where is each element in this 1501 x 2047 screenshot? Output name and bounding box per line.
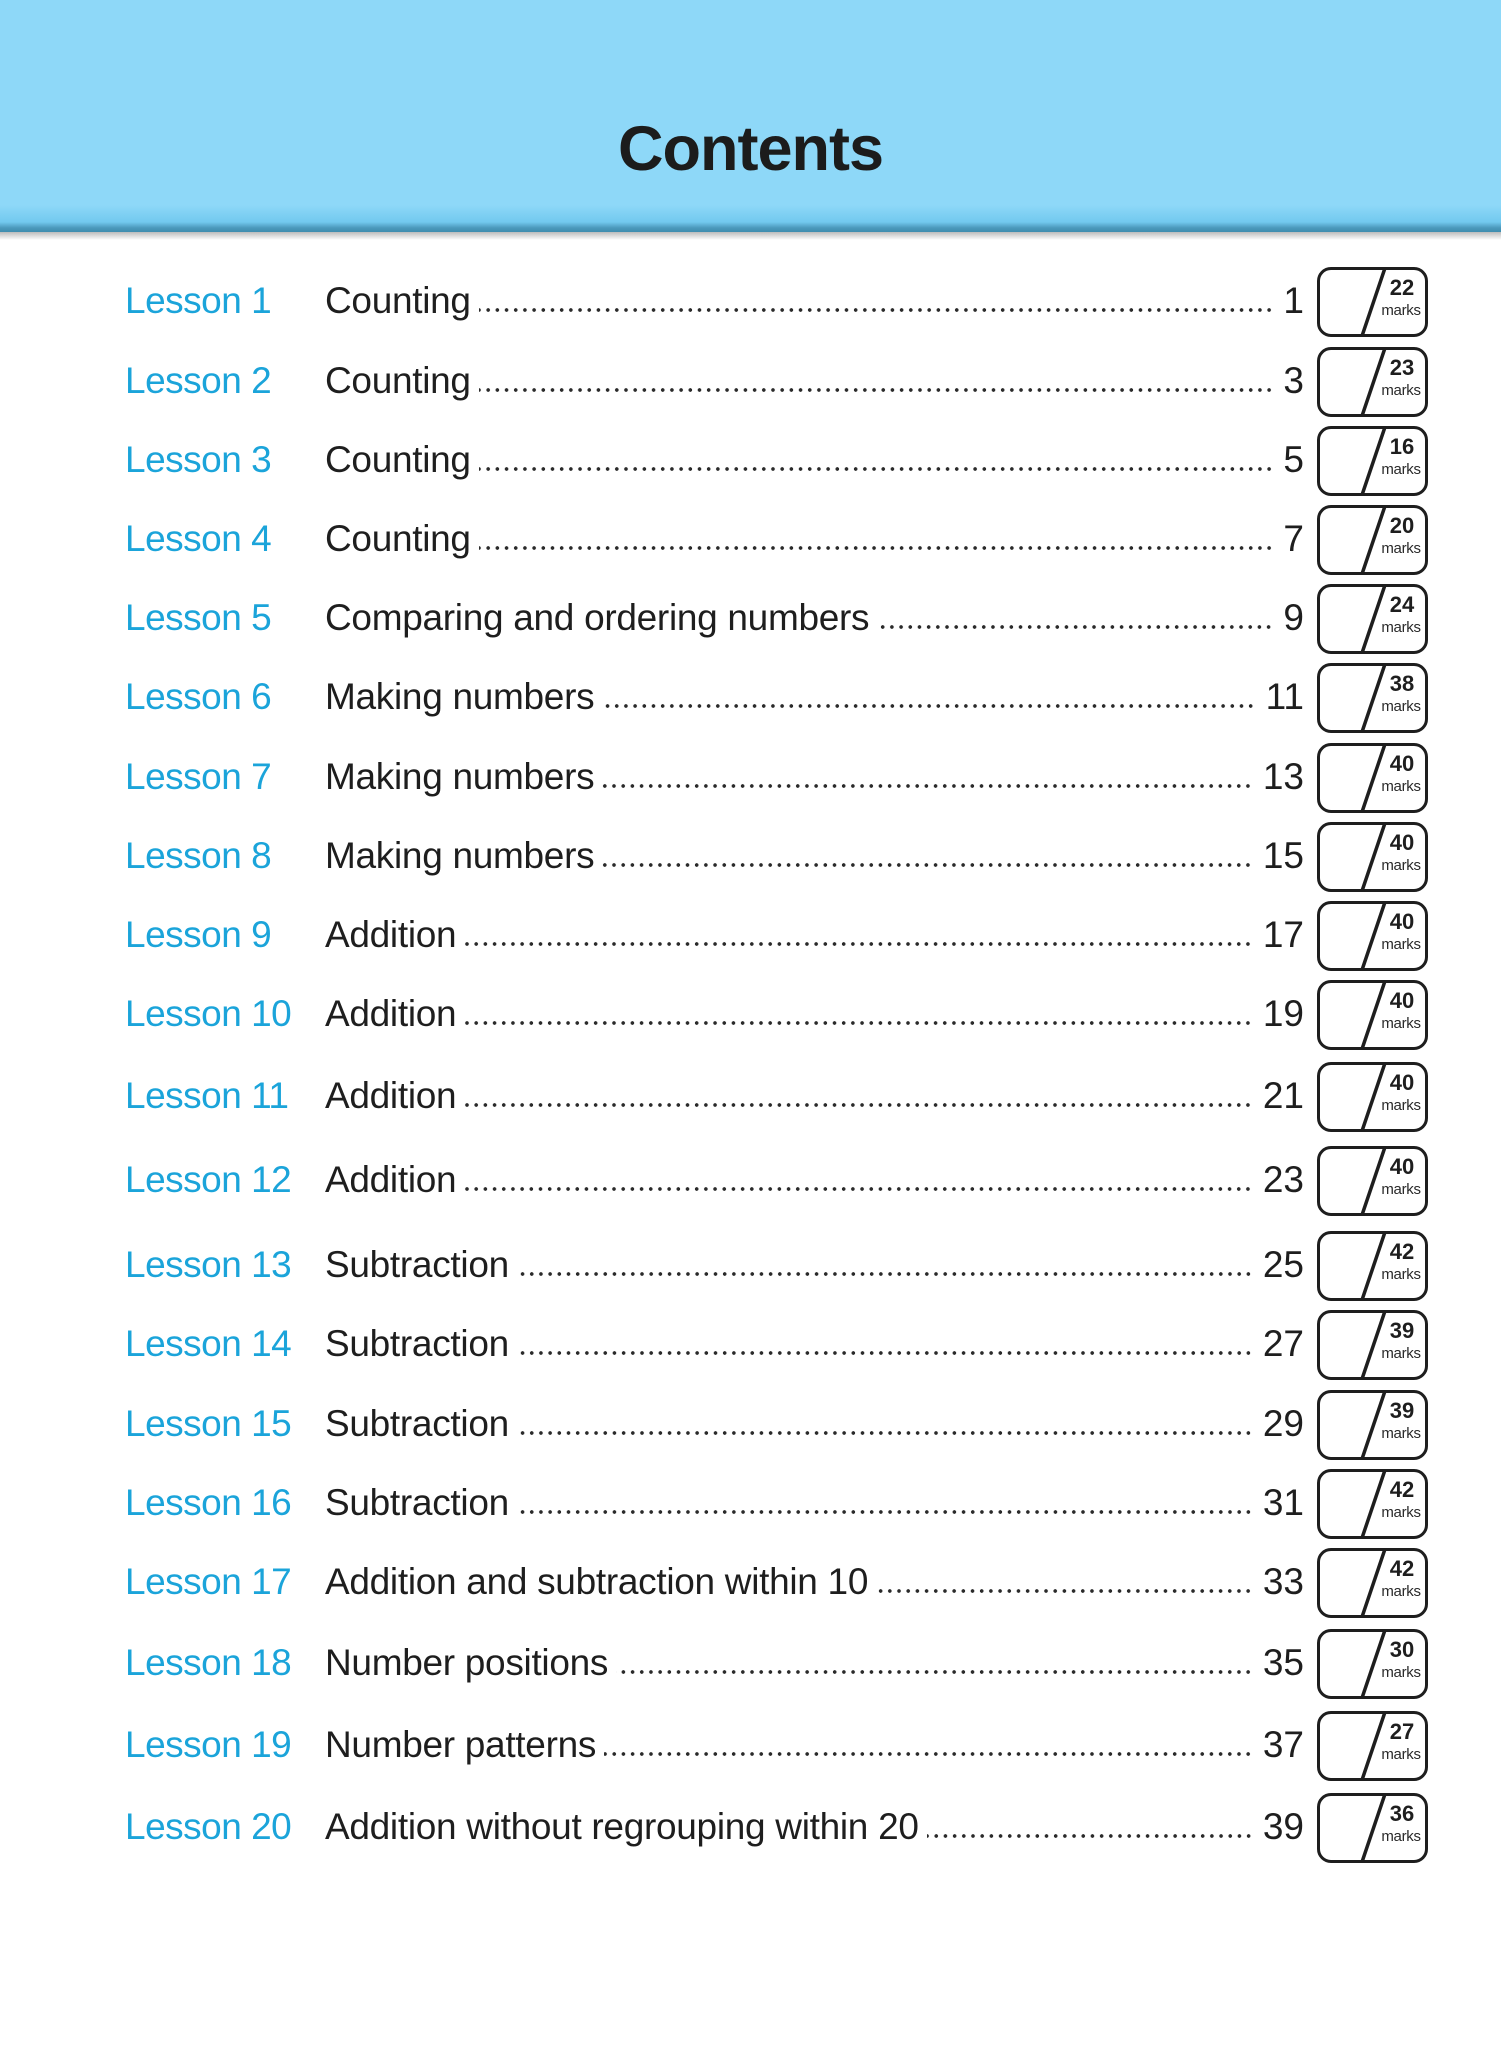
toc-row-lesson-13[interactable] <box>0 1231 1501 1301</box>
marks-label: marks <box>1381 1181 1421 1198</box>
toc-row-lesson-14[interactable] <box>0 1310 1501 1380</box>
lesson-number-label: Lesson 12 <box>125 1159 292 1200</box>
lesson-entry <box>325 1805 1304 1849</box>
dot-leader <box>517 1431 1253 1435</box>
marks-label: marks <box>1381 1097 1421 1114</box>
marks-label: marks <box>1381 1345 1421 1362</box>
marks-label: marks <box>1381 1664 1421 1681</box>
dot-leader <box>517 1510 1253 1514</box>
lesson-entry <box>325 1641 1304 1685</box>
lesson-entry <box>325 1243 1304 1287</box>
lesson-number-label: Lesson 1 <box>125 280 272 321</box>
lesson-title: Subtraction <box>325 1403 509 1444</box>
page-number: 31 <box>1262 1482 1304 1523</box>
marks-label: marks <box>1381 1266 1421 1283</box>
lesson-entry <box>325 596 1304 640</box>
lesson-entry <box>325 675 1304 719</box>
lesson-title: Making numbers <box>325 756 595 797</box>
dot-leader <box>877 625 1273 629</box>
total-marks: 40 <box>1389 1070 1415 1095</box>
toc-row-lesson-2[interactable] <box>0 347 1501 417</box>
lesson-number-label: Lesson 17 <box>125 1561 292 1602</box>
toc-row-lesson-4[interactable] <box>0 505 1501 575</box>
lesson-number-label: Lesson 10 <box>125 993 292 1034</box>
lesson-number-label: Lesson 13 <box>125 1244 292 1285</box>
page-title: Contents <box>618 114 883 184</box>
page-number: 27 <box>1262 1323 1304 1364</box>
toc-row-lesson-16[interactable] <box>0 1469 1501 1539</box>
page-number: 35 <box>1262 1642 1304 1683</box>
marks-label: marks <box>1381 382 1421 399</box>
lesson-number-label: Lesson 19 <box>125 1724 292 1765</box>
toc-row-lesson-3[interactable] <box>0 426 1501 496</box>
total-marks: 27 <box>1389 1719 1415 1744</box>
total-marks: 24 <box>1389 592 1415 617</box>
marks-label: marks <box>1381 1746 1421 1763</box>
lesson-entry <box>325 517 1304 561</box>
total-marks: 38 <box>1389 671 1415 696</box>
dot-leader <box>479 308 1274 312</box>
lesson-entry <box>325 992 1304 1036</box>
total-marks: 42 <box>1389 1239 1415 1264</box>
lesson-entry <box>325 1158 1304 1202</box>
lesson-title: Counting <box>325 439 471 480</box>
contents-header-band <box>0 0 1501 232</box>
toc-row-lesson-19[interactable] <box>0 1711 1501 1781</box>
dot-leader <box>517 1351 1253 1355</box>
page-number: 25 <box>1262 1244 1304 1285</box>
lesson-title: Comparing and ordering numbers <box>325 597 870 638</box>
lesson-title: Counting <box>325 280 471 321</box>
total-marks: 39 <box>1389 1318 1415 1343</box>
lesson-entry <box>325 279 1304 323</box>
header-shadow <box>0 232 1501 240</box>
dot-leader <box>602 863 1253 867</box>
total-marks: 22 <box>1389 275 1415 300</box>
total-marks: 42 <box>1389 1556 1415 1581</box>
dot-leader <box>464 1103 1253 1107</box>
lesson-title: Counting <box>325 360 471 401</box>
toc-row-lesson-11[interactable] <box>0 1062 1501 1132</box>
lesson-number-label: Lesson 5 <box>125 597 272 638</box>
lesson-entry <box>325 1402 1304 1446</box>
dot-leader <box>464 1187 1253 1191</box>
lesson-entry <box>325 438 1304 482</box>
lesson-entry <box>325 913 1304 957</box>
lesson-number-label: Lesson 14 <box>125 1323 292 1364</box>
toc-row-lesson-1[interactable] <box>0 267 1501 337</box>
total-marks: 40 <box>1389 830 1415 855</box>
total-marks: 30 <box>1389 1637 1415 1662</box>
dot-leader <box>464 942 1253 946</box>
lesson-title: Subtraction <box>325 1244 509 1285</box>
page-number: 33 <box>1262 1561 1304 1602</box>
lesson-entry <box>325 1560 1304 1604</box>
marks-score-box[interactable] <box>1317 663 1428 733</box>
marks-score-box[interactable] <box>1317 347 1428 417</box>
page-number: 15 <box>1262 835 1304 876</box>
lesson-number-label: Lesson 8 <box>125 835 272 876</box>
lesson-entry <box>325 755 1304 799</box>
marks-label: marks <box>1381 1425 1421 1442</box>
marks-score-box[interactable] <box>1317 584 1428 654</box>
marks-score-box[interactable] <box>1317 1146 1428 1216</box>
total-marks: 16 <box>1389 434 1415 459</box>
toc-row-lesson-20[interactable] <box>0 1793 1501 1863</box>
lesson-number-label: Lesson 16 <box>125 1482 292 1523</box>
marks-label: marks <box>1381 540 1421 557</box>
dot-leader <box>616 1670 1253 1674</box>
lesson-number-label: Lesson 6 <box>125 676 272 717</box>
lesson-number-label: Lesson 2 <box>125 360 272 401</box>
toc-row-lesson-8[interactable] <box>0 822 1501 892</box>
total-marks: 23 <box>1389 355 1415 380</box>
lesson-entry <box>325 1322 1304 1366</box>
lesson-entry <box>325 1481 1304 1525</box>
lesson-title: Addition <box>325 914 457 955</box>
dot-leader <box>602 704 1255 708</box>
lesson-entry <box>325 359 1304 403</box>
marks-label: marks <box>1381 619 1421 636</box>
total-marks: 40 <box>1389 909 1415 934</box>
page-number: 5 <box>1283 439 1304 480</box>
marks-label: marks <box>1381 1828 1421 1845</box>
lesson-title: Addition <box>325 993 457 1034</box>
lesson-title: Counting <box>325 518 471 559</box>
toc-row-lesson-9[interactable] <box>0 901 1501 971</box>
toc-row-lesson-6[interactable] <box>0 663 1501 733</box>
total-marks: 40 <box>1389 1154 1415 1179</box>
lesson-title: Addition <box>325 1159 457 1200</box>
marks-label: marks <box>1381 1583 1421 1600</box>
page-number: 39 <box>1262 1806 1304 1847</box>
total-marks: 42 <box>1389 1477 1415 1502</box>
marks-label: marks <box>1381 857 1421 874</box>
toc-row-lesson-5[interactable] <box>0 584 1501 654</box>
marks-score-box[interactable] <box>1317 980 1428 1050</box>
marks-score-box[interactable] <box>1317 505 1428 575</box>
page-number: 1 <box>1283 280 1304 321</box>
total-marks: 40 <box>1389 988 1415 1013</box>
lesson-entry <box>325 1723 1304 1767</box>
marks-score-box[interactable] <box>1317 1469 1428 1539</box>
marks-label: marks <box>1381 461 1421 478</box>
page-number: 19 <box>1262 993 1304 1034</box>
lesson-title: Subtraction <box>325 1323 509 1364</box>
marks-score-box[interactable] <box>1317 267 1428 337</box>
total-marks: 39 <box>1389 1398 1415 1423</box>
page-number: 3 <box>1283 360 1304 401</box>
total-marks: 20 <box>1389 513 1415 538</box>
marks-score-box[interactable] <box>1317 1390 1428 1460</box>
page-number: 9 <box>1283 597 1304 638</box>
dot-leader <box>927 1834 1253 1838</box>
lesson-title: Subtraction <box>325 1482 509 1523</box>
dot-leader <box>602 784 1253 788</box>
lesson-entry <box>325 834 1304 878</box>
total-marks: 36 <box>1389 1801 1415 1826</box>
page-number: 17 <box>1262 914 1304 955</box>
dot-leader <box>479 546 1274 550</box>
marks-score-box[interactable] <box>1317 1711 1428 1781</box>
marks-score-box[interactable] <box>1317 1310 1428 1380</box>
marks-label: marks <box>1381 1504 1421 1521</box>
marks-label: marks <box>1381 1015 1421 1032</box>
lesson-number-label: Lesson 7 <box>125 756 272 797</box>
marks-score-box[interactable] <box>1317 1231 1428 1301</box>
marks-score-box[interactable] <box>1317 426 1428 496</box>
dot-leader <box>464 1021 1253 1025</box>
marks-score-box[interactable] <box>1317 1793 1428 1863</box>
lesson-number-label: Lesson 11 <box>125 1075 289 1116</box>
page-number: 7 <box>1283 518 1304 559</box>
lesson-title: Number positions <box>325 1642 609 1683</box>
marks-score-box[interactable] <box>1317 743 1428 813</box>
page-number: 13 <box>1262 756 1304 797</box>
lesson-number-label: Lesson 20 <box>125 1806 292 1847</box>
page-number: 23 <box>1262 1159 1304 1200</box>
toc-row-lesson-18[interactable] <box>0 1629 1501 1699</box>
page-number: 37 <box>1262 1724 1304 1765</box>
dot-leader <box>517 1272 1253 1276</box>
lesson-entry <box>325 1074 1304 1118</box>
lesson-title: Addition and subtraction within 10 <box>325 1561 869 1602</box>
lesson-title: Number patterns <box>325 1724 597 1765</box>
dot-leader <box>604 1752 1253 1756</box>
lesson-number-label: Lesson 4 <box>125 518 272 559</box>
dot-leader <box>876 1589 1253 1593</box>
toc-row-lesson-7[interactable] <box>0 743 1501 813</box>
marks-score-box[interactable] <box>1317 1548 1428 1618</box>
marks-score-box[interactable] <box>1317 1062 1428 1132</box>
marks-label: marks <box>1381 778 1421 795</box>
toc-row-lesson-10[interactable] <box>0 980 1501 1050</box>
page-number: 29 <box>1262 1403 1304 1444</box>
total-marks: 40 <box>1389 751 1415 776</box>
lesson-title: Making numbers <box>325 835 595 876</box>
lesson-title: Making numbers <box>325 676 595 717</box>
lesson-number-label: Lesson 18 <box>125 1642 292 1683</box>
toc-row-lesson-12[interactable] <box>0 1146 1501 1216</box>
marks-label: marks <box>1381 302 1421 319</box>
lesson-number-label: Lesson 9 <box>125 914 272 955</box>
page-number: 21 <box>1262 1075 1304 1116</box>
dot-leader <box>479 467 1274 471</box>
lesson-number-label: Lesson 3 <box>125 439 272 480</box>
lesson-title: Addition without regrouping within 20 <box>325 1806 919 1847</box>
marks-label: marks <box>1381 936 1421 953</box>
lesson-number-label: Lesson 15 <box>125 1403 292 1444</box>
lesson-title: Addition <box>325 1075 457 1116</box>
marks-label: marks <box>1381 698 1421 715</box>
toc-row-lesson-17[interactable] <box>0 1548 1501 1618</box>
toc-row-lesson-15[interactable] <box>0 1390 1501 1460</box>
page-number: 11 <box>1265 676 1304 717</box>
marks-score-box[interactable] <box>1317 822 1428 892</box>
dot-leader <box>479 388 1274 392</box>
marks-score-box[interactable] <box>1317 1629 1428 1699</box>
marks-score-box[interactable] <box>1317 901 1428 971</box>
